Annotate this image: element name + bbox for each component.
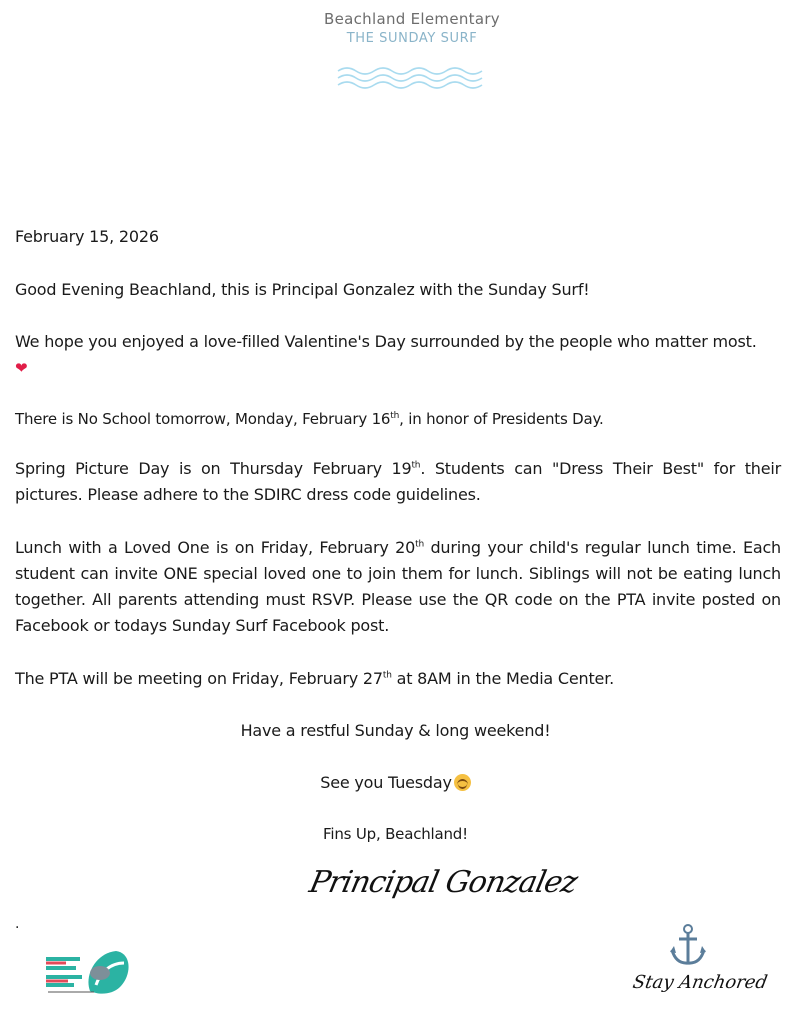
valentine-text: We hope you enjoyed a love-filled Valentine's Day surrounded by the people who matter most. <box>15 332 757 351</box>
see-you-text: See you Tuesday <box>320 773 452 792</box>
letter-date: February 15, 2026 <box>15 227 159 246</box>
picture-day-text: Spring Picture Day is on Thursday February 19 <box>15 459 412 478</box>
pta-paragraph <box>15 666 781 692</box>
ordinal-suffix: th <box>415 539 424 550</box>
fins-up-line: Fins Up, Beachland! <box>323 825 468 843</box>
pta-text: The PTA will be meeting on Friday, February 27 <box>15 669 383 688</box>
picture-day-paragraph <box>15 456 781 508</box>
ordinal-suffix: th <box>390 411 400 421</box>
no-school-paragraph <box>15 406 781 432</box>
riding-the-wave-logo <box>44 945 132 997</box>
school-name: Beachland Elementary <box>324 10 500 28</box>
stray-period: . <box>15 916 20 932</box>
pta-text-end: at 8AM in the Media Center. <box>391 669 614 688</box>
no-school-text-end: , in honor of Presidents Day. <box>399 410 604 428</box>
principal-signature: Principal Gonzalez <box>306 865 580 900</box>
newsletter-title: THE SUNDAY SURF <box>346 31 478 46</box>
ordinal-suffix: th <box>411 460 421 471</box>
picture-day-text-end: . Students can "Dress Their Best" for their pictures. Please adhere to the SDIRC dress code guidelines. <box>15 459 781 504</box>
lunch-paragraph <box>15 535 781 639</box>
restful-line: Have a restful Sunday & long weekend! <box>240 721 551 740</box>
stay-anchored-tagline: Stay Anchored <box>631 972 769 993</box>
lunch-text: Lunch with a Loved One is on Friday, February 20 <box>15 538 416 557</box>
newsletter-header <box>0 10 791 46</box>
no-school-text: There is No School tomorrow, Monday, February 16 <box>15 410 391 428</box>
greeting-paragraph: Good Evening Beachland, this is Principal Gonzalez with the Sunday Surf! <box>15 280 590 299</box>
ordinal-suffix: th <box>382 670 392 681</box>
waves-icon <box>336 66 490 90</box>
hearts-icon: ❤ <box>15 359 28 377</box>
see-you-line <box>0 770 791 796</box>
smile-icon <box>454 774 471 791</box>
valentine-paragraph <box>15 329 781 381</box>
anchor-icon <box>668 924 708 968</box>
lunch-text-end: during your child's regular lunch time. Each student can invite ONE special loved one to join them for lunch. Siblings will not be eating lunch together. All parents attending must RSVP. Please use the QR code on the PTA invite posted on Facebook or todays Sunday Surf Facebook post. <box>15 538 781 635</box>
